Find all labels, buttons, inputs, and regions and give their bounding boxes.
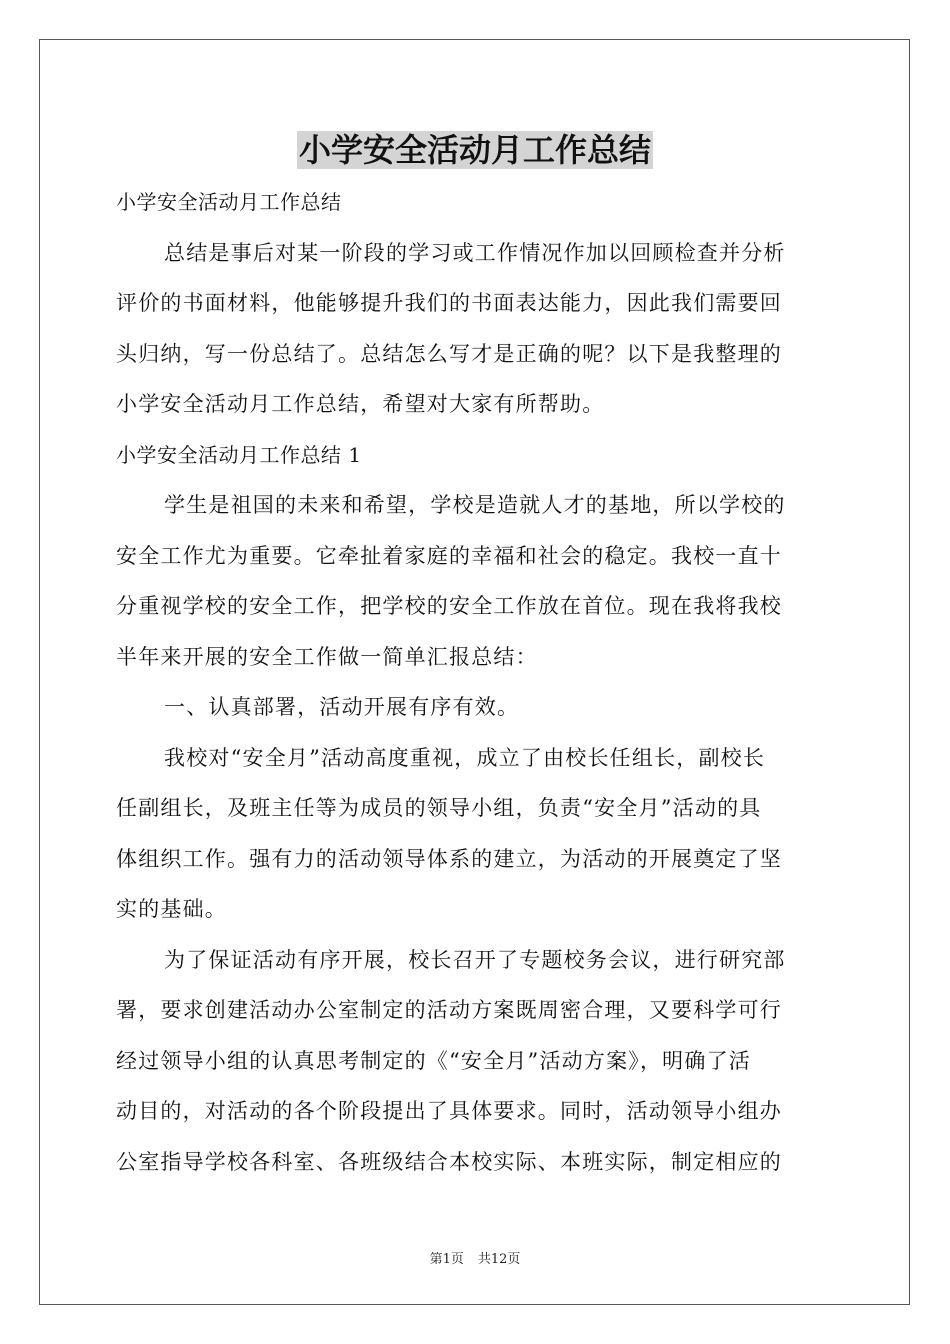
paragraph-line: 公室指导学校各科室、各班级结合本校实际、本班实际，制定相应的 [116, 1149, 782, 1174]
page-number: 第1页 [429, 1252, 464, 1267]
paragraph-line: 总结是事后对某一阶段的学习或工作情况作加以回顾检查并分析 [164, 240, 786, 265]
paragraph-line: 实的基础。 [116, 897, 227, 921]
paragraph-line: 一、认真部署，活动开展有序有效。 [164, 695, 520, 719]
paragraph-line: 安全工作尤为重要。它牵扯着家庭的幸福和社会的稳定。我校一直十 [116, 543, 782, 568]
paragraph-line: 体组织工作。强有力的活动领导体系的建立，为活动的开展奠定了坚 [116, 846, 782, 871]
paragraph-line: 学生是祖国的未来和希望，学校是造就人才的基地，所以学校的 [164, 493, 786, 517]
paragraph-line: 经过领导小组的认真思考制定的《“安全月”活动方案》，明确了活 [116, 1048, 751, 1073]
document-title-text: 小学安全活动月工作总结 [298, 131, 651, 169]
page-footer [0, 1248, 950, 1267]
section-heading-line: 小学安全活动月工作总结 [116, 190, 342, 214]
section-heading-line: 小学安全活动月工作总结 1 [116, 442, 362, 467]
page-total: 共12页 [477, 1252, 521, 1267]
paragraph-line: 署，要求创建活动办公室制定的活动方案既周密合理，又要科学可行 [116, 998, 782, 1022]
paragraph-line: 半年来开展的安全工作做一简单汇报总结： [116, 644, 538, 669]
paragraph-line: 我校对“安全月”活动高度重视，成立了由校长任组长，副校长 [164, 745, 766, 770]
document-title [0, 128, 950, 172]
paragraph-line: 为了保证活动有序开展，校长召开了专题校务会议，进行研究部 [164, 947, 786, 972]
paragraph-line: 分重视学校的安全工作，把学校的安全工作放在首位。现在我将我校 [116, 594, 782, 618]
document-body [116, 177, 838, 1187]
paragraph-line: 动目的，对活动的各个阶段提出了具体要求。同时，活动领导小组办 [116, 1099, 782, 1123]
paragraph-line: 头归纳，写一份总结了。总结怎么写才是正确的呢？以下是我整理的 [116, 341, 782, 366]
paragraph-line: 评价的书面材料，他能够提升我们的书面表达能力，因此我们需要回 [116, 291, 782, 315]
paragraph-line: 任副组长，及班主任等为成员的领导小组，负责“安全月”活动的具 [116, 796, 762, 820]
paragraph-line: 小学安全活动月工作总结，希望对大家有所帮助。 [116, 392, 605, 416]
